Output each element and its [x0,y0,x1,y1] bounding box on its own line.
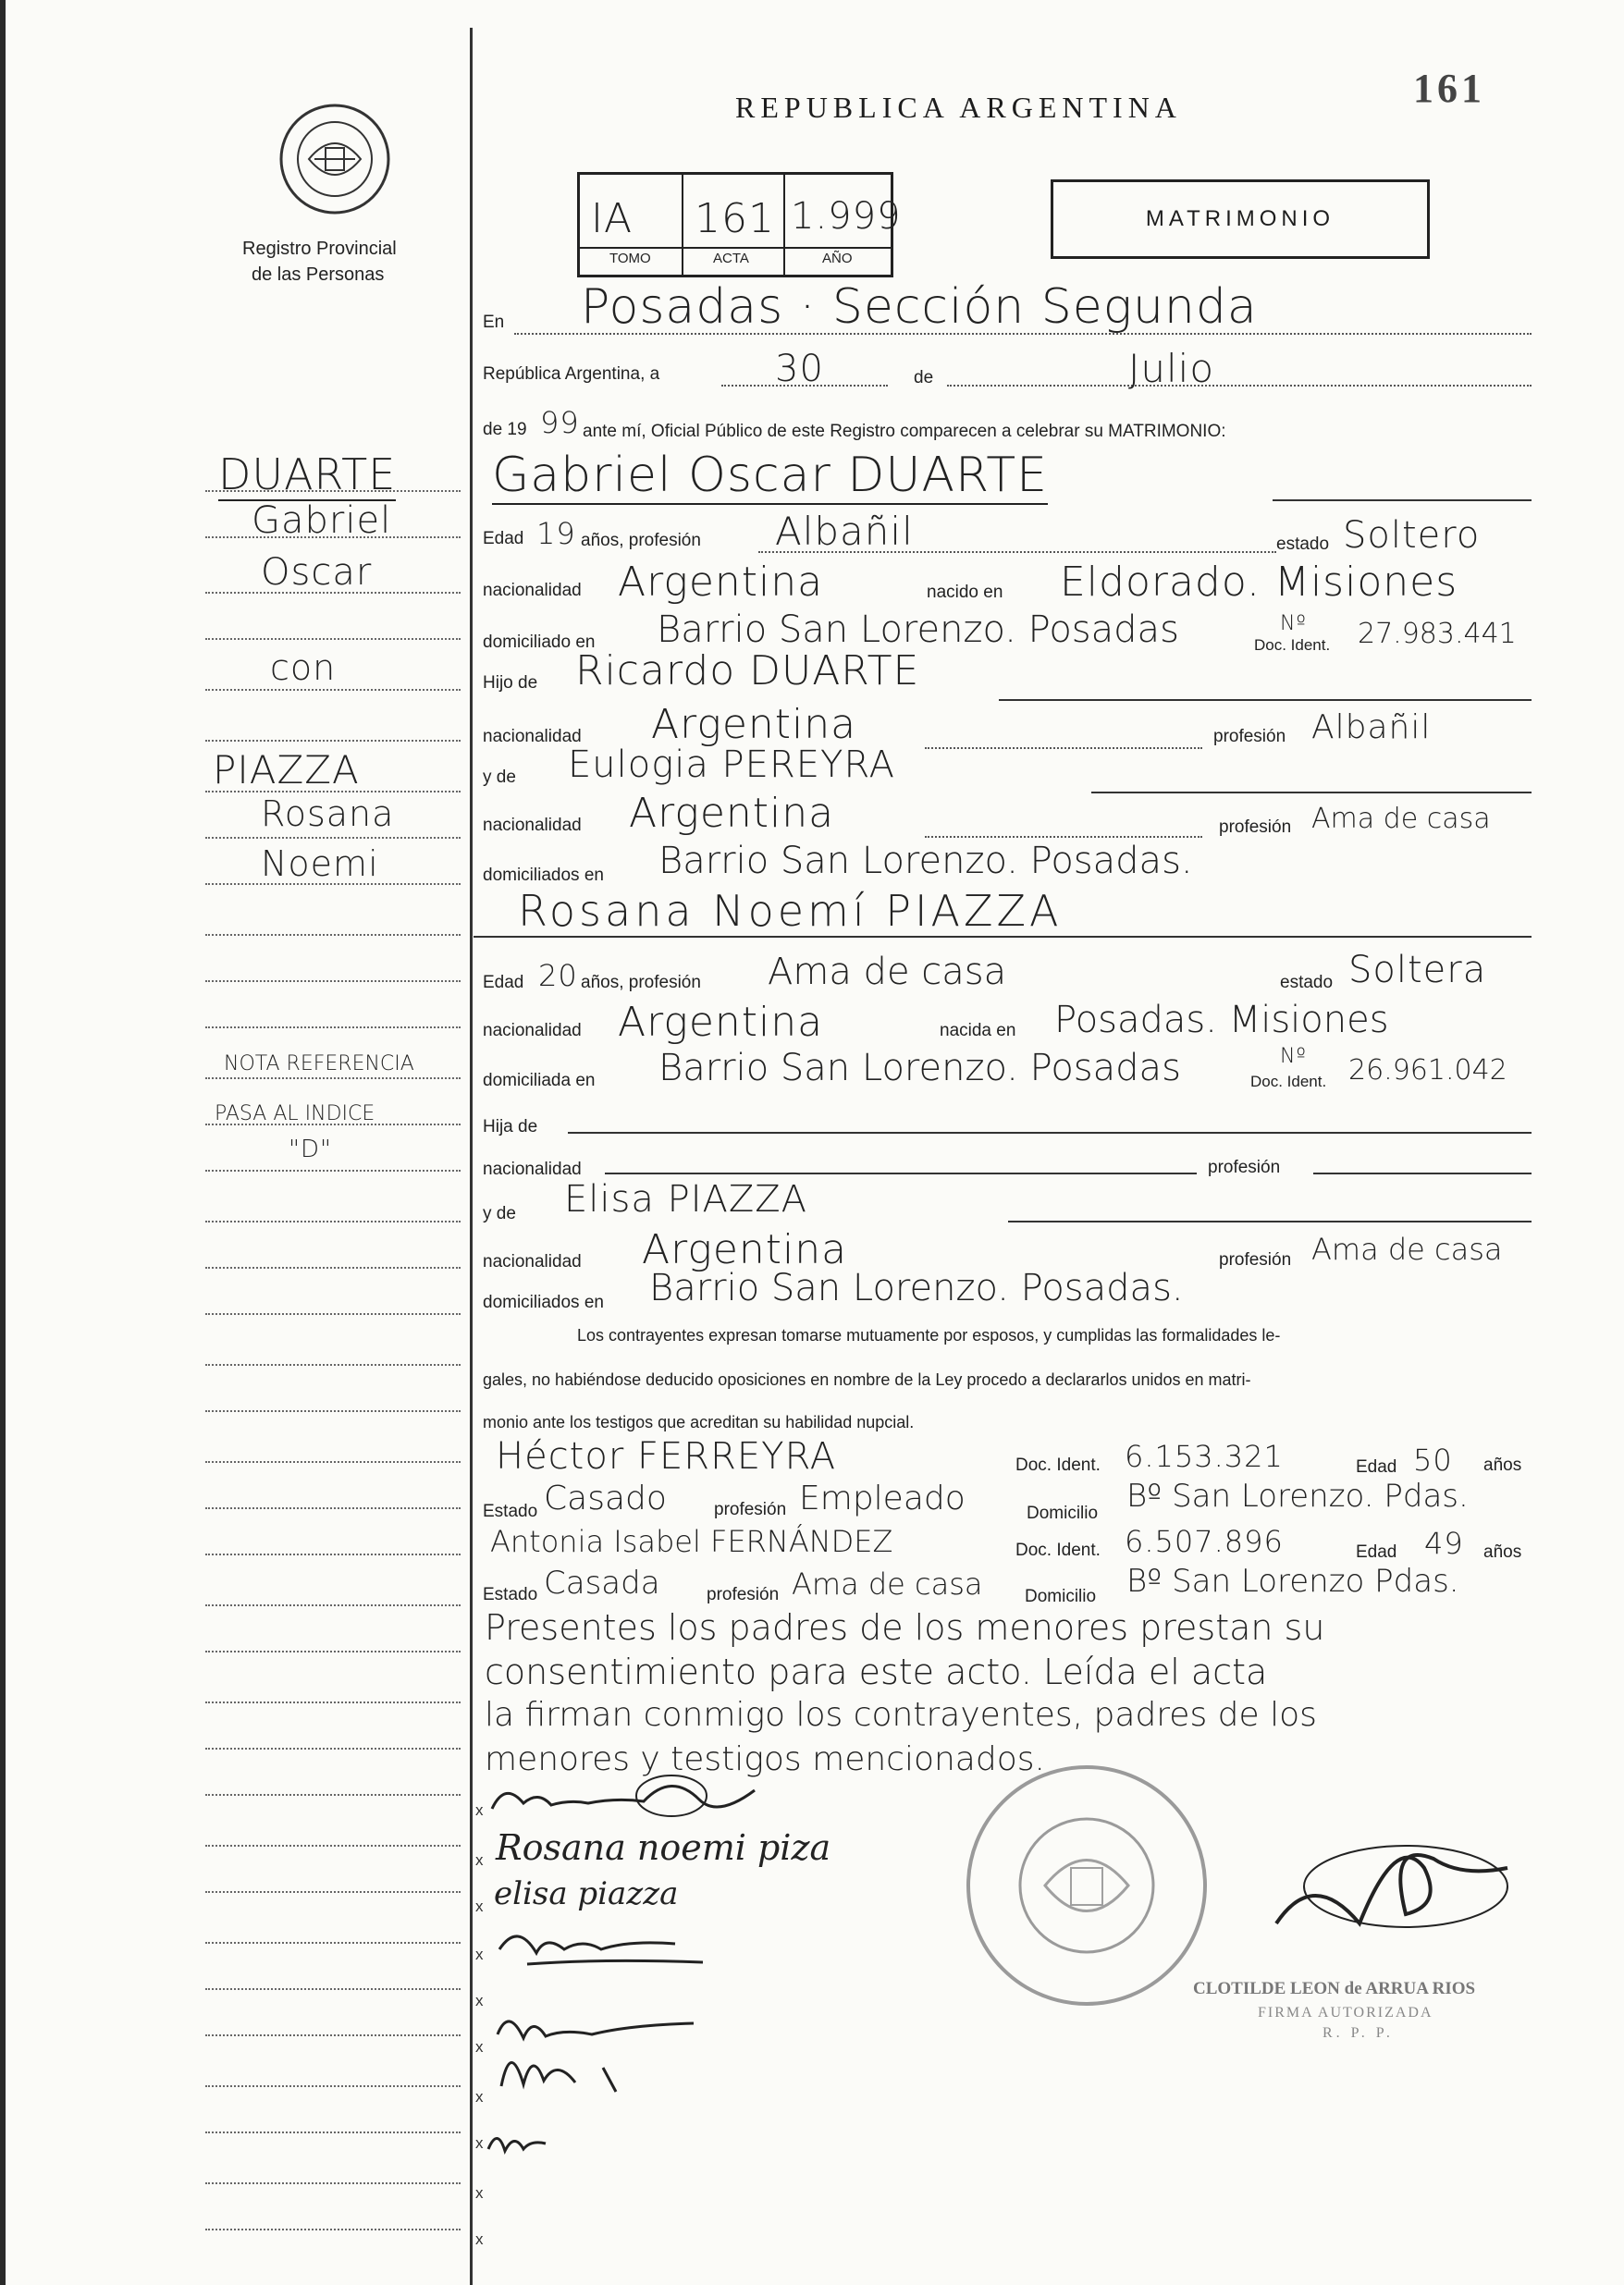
margin-groom-name2: Oscar [261,551,373,594]
page-number: 161 [1413,66,1485,111]
bride-doc-no: Nº [1280,1045,1307,1068]
signature-official [1239,1812,1535,1951]
groom-yde-label: y de [483,768,516,787]
bride-edad-label: Edad [483,973,524,992]
margin-groom-surname: DUARTE [218,449,397,499]
margin-con: con [270,647,337,688]
witness1-estado-label: Estado [483,1502,538,1521]
groom-mother-profession: Ama de casa [1311,803,1491,835]
bride-mother-nationality: Argentina [642,1226,848,1273]
closing-line4: menores y testigos mencionados. [485,1740,1045,1778]
groom-mother-nationality-label: nacionalidad [483,816,582,835]
official-stamp-org: R. P. P. [1323,2025,1394,2041]
seal-icon [277,102,392,216]
ano-value: 1.999 [791,195,902,238]
bride-yde-label: y de [483,1204,516,1223]
witness1-profesion-label: profesión [714,1500,787,1519]
ano-label: AÑO [822,251,853,266]
groom-doc-no: Nº [1280,612,1307,635]
margin-note-line2: PASA AL INDICE [215,1102,375,1125]
witness2-estado-label: Estado [483,1585,538,1604]
witness2-name: Antonia Isabel FERNÁNDEZ [490,1524,893,1559]
declaration-line3: monio ante los testigos que acreditan su habilidad nupcial. [483,1413,915,1431]
bride-father-profesion-label: profesión [1208,1158,1281,1177]
groom-age: 19 [536,516,576,551]
bride-domiciliada-label: domiciliada en [483,1071,596,1090]
signature-mark-3: x [475,1898,484,1915]
bride-birthplace: Posadas. Misiones [1054,999,1389,1041]
bride-mother: Elisa PIAZZA [564,1178,808,1221]
groom-doc-label: Doc. Ident. [1254,636,1331,654]
acta-value: 161 [695,195,775,242]
tomo-label: TOMO [609,251,651,266]
witness2-anos-label: años [1483,1542,1522,1562]
witness1-address: Bº San Lorenzo. Pdas. [1126,1478,1469,1515]
signature-mark-6: x [475,2038,484,2056]
bride-address: Barrio San Lorenzo. Posadas [658,1047,1181,1089]
witness2-doc-label: Doc. Ident. [1015,1541,1101,1560]
witness1-status: Casado [544,1480,667,1517]
day-value: 30 [775,348,824,390]
de-label: de [914,368,934,387]
witness1-age: 50 [1413,1443,1453,1478]
margin-note-line3: "D" [289,1136,332,1163]
signature-groom-mother [490,1912,712,1977]
signature-witness2 [492,2031,649,2105]
groom-domiciliado-label: domiciliado en [483,633,596,652]
registry-stamp [962,1761,1212,2010]
margin-bride-name2: Noemi [261,843,379,884]
signature-bride-mother: elisa piazza [494,1875,679,1912]
place-value: Posadas · Sección Segunda [581,279,1258,335]
groom-address: Barrio San Lorenzo. Posadas [657,608,1179,651]
acta-label: ACTA [713,251,749,266]
signature-bride: Rosana noemi piza [496,1827,831,1868]
signature-mark-5: x [475,1992,484,2009]
groom-estado-label: estado [1276,534,1330,554]
registry-name-line2: de las Personas [252,264,385,285]
tomo-value: IA [591,195,634,242]
witness2-doc: 6.507.896 [1125,1524,1284,1559]
signature-mark-8: x [475,2134,484,2152]
groom-father-nationality: Argentina [651,701,857,748]
signature-groom [486,1763,764,1827]
bride-mother-profession: Ama de casa [1311,1232,1503,1267]
registry-name-line1: Registro Provincial [242,239,397,259]
witness1-profession: Empleado [799,1480,966,1517]
official-stamp-name: CLOTILDE LEON de ARRUA RIOS [1193,1979,1476,1998]
country-title: REPUBLICA ARGENTINA [735,91,1182,124]
margin-bride-name1: Rosana [261,793,395,834]
closing-line1: Presentes los padres de los menores prestan su [485,1607,1325,1648]
bride-nacida-label: nacida en [940,1021,1016,1040]
year-suffix: 99 [540,405,580,440]
witness2-profession: Ama de casa [792,1566,983,1602]
groom-hijo-label: Hijo de [483,673,538,693]
declaration-line1: Los contrayentes expresan tomarse mutuamente por esposos, y cumplidas las formalidades le- [577,1326,1281,1345]
bride-anos-profesion-label: años, profesión [581,973,701,992]
margin-note-line1: NOTA REFERENCIA [224,1052,414,1075]
groom-mother-nationality: Argentina [629,790,835,837]
groom-nacido-label: nacido en [927,583,1003,602]
bride-father-nationality-label: nacionalidad [483,1160,582,1179]
groom-father-profession: Albañil [1311,708,1432,746]
groom-full-name: Gabriel Oscar DUARTE [492,448,1048,503]
groom-doc-value: 27.983.441 [1358,618,1517,650]
groom-father-nationality-label: nacionalidad [483,727,582,746]
margin-bride-surname: PIAZZA [213,747,360,792]
groom-profession: Albañil [775,509,914,554]
closing-line2: consentimiento para este acto. Leída el acta [485,1652,1268,1692]
declaration-line2: gales, no habiéndose deducido oposiciones en nombre de la Ley procedo a declararlos unidos en matri- [483,1370,1251,1389]
month-value: Julio [1128,346,1215,391]
binding-edge [0,0,6,2285]
bride-nationality: Argentina [618,999,824,1046]
witness1-edad-label: Edad [1356,1457,1397,1477]
bride-domiciliados-label: domiciliados en [483,1293,604,1312]
groom-nationality: Argentina [618,559,824,606]
groom-mother-profesion-label: profesión [1219,817,1292,837]
groom-edad-label: Edad [483,529,524,548]
witness1-anos-label: años [1483,1456,1522,1475]
signature-mark-10: x [475,2230,484,2248]
bride-hija-label: Hija de [483,1117,538,1136]
record-type: MATRIMONIO [1145,206,1335,231]
bride-estado-label: estado [1280,973,1334,992]
bride-profession: Ama de casa [768,951,1007,993]
witness2-status: Casada [544,1565,660,1602]
margin-groom-name1: Gabriel [252,499,392,542]
registry-seal [277,102,392,216]
groom-nacionalidad-label: nacionalidad [483,581,582,600]
witness2-edad-label: Edad [1356,1542,1397,1562]
witness2-age: 49 [1424,1526,1464,1561]
groom-domiciliados-label: domiciliados en [483,866,604,885]
signature-mark-2: x [475,1851,484,1869]
witness1-doc: 6.153.321 [1125,1439,1284,1474]
bride-mother-profesion-label: profesión [1219,1250,1292,1270]
record-number-box [577,172,902,277]
groom-birthplace: Eldorado. Misiones [1060,559,1458,606]
witness1-name: Héctor FERREYRA [496,1435,837,1478]
signature-mark-7: x [475,2088,484,2106]
witness1-doc-label: Doc. Ident. [1015,1456,1101,1475]
witness2-address: Bº San Lorenzo Pdas. [1126,1563,1459,1600]
bride-civil-status: Soltera [1348,949,1487,991]
bride-nacionalidad-label: nacionalidad [483,1021,582,1040]
intro-statement: ante mí, Oficial Público de este Registro comparecen a celebrar su MATRIMONIO: [583,422,1226,441]
official-stamp-title: FIRMA AUTORIZADA [1258,2005,1433,2021]
en-label: En [483,313,505,332]
groom-parents-address: Barrio San Lorenzo. Posadas. [658,840,1193,882]
witness1-domicilio-label: Domicilio [1027,1504,1099,1523]
groom-civil-status: Soltero [1343,514,1481,557]
column-divider [470,28,473,2285]
witness2-profesion-label: profesión [707,1585,780,1604]
groom-mother: Eulogia PEREYRA [568,743,895,786]
bride-mother-nationality-label: nacionalidad [483,1252,582,1271]
country-label: República Argentina, a [483,364,660,384]
bride-parents-address: Barrio San Lorenzo. Posadas. [649,1267,1184,1309]
witness2-domicilio-label: Domicilio [1025,1587,1097,1606]
groom-anos-profesion-label: años, profesión [581,531,701,550]
year-prefix: de 19 [483,420,527,439]
groom-father-profesion-label: profesión [1213,727,1286,746]
signature-mark-9: x [475,2184,484,2202]
record-type-box [1051,179,1430,259]
bride-age: 20 [538,958,578,993]
bride-doc-value: 26.961.042 [1348,1054,1507,1087]
closing-line3: la firman conmigo los contrayentes, padres de los [485,1696,1317,1734]
groom-father: Ricardo DUARTE [575,647,920,694]
signature-extra [481,2118,555,2164]
signature-mark-1: x [475,1801,484,1819]
signature-mark-4: x [475,1946,484,1963]
bride-doc-label: Doc. Ident. [1250,1073,1327,1090]
bride-full-name: Rosana Noemí PIAZZA [518,886,1063,936]
